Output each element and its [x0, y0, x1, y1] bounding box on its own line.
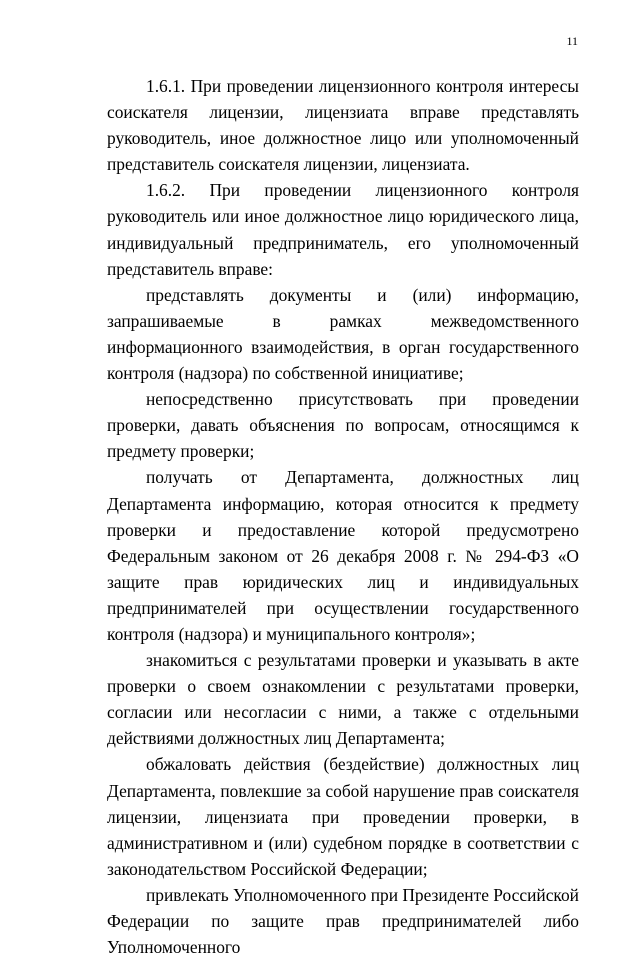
right-involve-ombudsman: привлекать Уполномоченного при Президенте Российской Федерации по защите прав предпринимателей либо Уполномоченного	[107, 884, 579, 958]
right-review-results: знакомиться с результатами проверки и указывать в акте проверки о своем ознакомлении с результатами проверки, согласии или несогласии с ними, а также с отдельными действиями должностных лиц Департамента;	[107, 650, 579, 749]
right-submit-documents: представлять документы и (или) информацию, запрашиваемые в рамках межведомственного информационного взаимодействия, в орган государственного контроля (надзора) по собственной инициативе;	[107, 284, 579, 384]
paragraph-1-6-1: 1.6.1. При проведении лицензионного контроля интересы соискателя лицензии, лицензиата вправе представлять руководитель, иное должностное лицо или уполномоченный представитель соискателя лицензии, лицензиата.	[107, 76, 579, 175]
page-number: 11	[566, 34, 578, 48]
right-be-present: непосредственно присутствовать при проведении проверки, давать объяснения по вопросам, относящимся к предмету проверки;	[107, 389, 579, 462]
paragraph-1-6-2: 1.6.2. При проведении лицензионного контроля руководитель или иное должностное лицо юридического лица, индивидуальный предприниматель, его уполномоченный представитель вправе:	[107, 180, 579, 279]
right-appeal: обжаловать действия (бездействие) должностных лиц Департамента, повлекшие за собой нарушение прав соискателя лицензии, лицензиата при проведении проверки, в административном и (или) судебном порядке в соответствии с законодательством Российской Федерации;	[107, 754, 579, 879]
right-receive-information: получать от Департамента, должностных лиц Департамента информацию, которая относится к предмету проверки и предоставление которой предусмотрено Федеральным законом от 26 декабря 2008 г. № 294-ФЗ «О защите прав юридических лиц и индивидуальных предпринимателей при осуществлении государственного контроля (надзора) и муниципального контроля»;	[107, 467, 579, 644]
document-body	[107, 73, 579, 960]
